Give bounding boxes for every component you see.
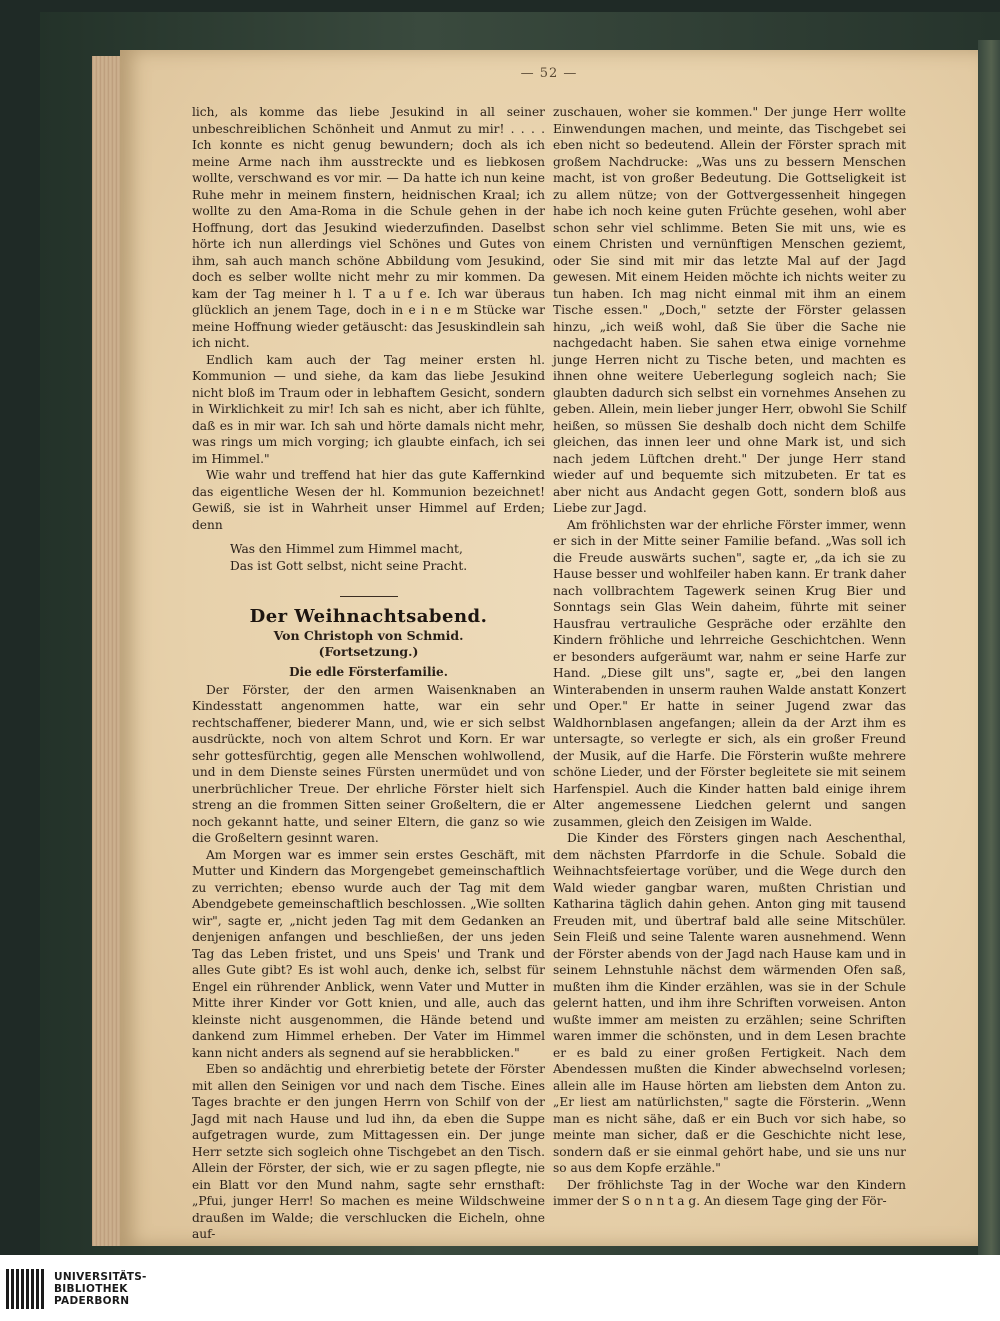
left-column bbox=[192, 104, 545, 1243]
footer-bar bbox=[0, 1255, 1000, 1321]
paragraph: Die Kinder des Försters gingen nach Aeschenthal, dem nächsten Pfarrdorfe in die Schule. Sobald die Weihnachtsfeiertage vorüber, und die Wege durch den Wald wieder gangbar waren, mußten Christian und Katharina täglich dahin gehen. Anton ging mit tausend Freuden mit, und übertraf bald alle seine Mitschüler. Sein Fleiß und seine Talente waren ausnehmend. Wenn der Förster abends von der Jagd nach Hause kam und in seinem Lehnstuhle nächst dem wärmenden Ofen saß, mußten ihm die Kinder erzählen, was sie in der Schule gelernt hatten, und ihm ihre Schriften vorweisen. Anton wußte immer am meisten zu erzählen; seine Schriften waren immer die schönsten, und in dem Lesen brachte er es bald zu einer großen Fertigkeit. Nach dem Abendessen mußten die Kinder abwechselnd vorlesen; allein alle im Hause hörten am liebsten dem Anton zu. „Er liest am natürlichsten," sagte die Försterin. „Wenn man es nicht sähe, daß er ein Buch vor sich habe, so meinte man sicher, daß er die Geschichte nicht lese, sondern daß er sie einmal gehört habe, und sie uns nur so aus dem Kopfe erzähle." bbox=[553, 831, 906, 1175]
right-column bbox=[553, 104, 906, 1210]
paragraph: zuschauen, woher sie kommen." Der junge Herr wollte Einwendungen machen, und meinte, das Tischgebet sei eben nicht so bedeutend. Allein der Förster sprach mit großem Nachdrucke: „Was uns zu bessern Menschen macht, ist von großer Bedeutung. Die Gottseligkeit ist zu allem nütze; von der Gottvergessenheit hingegen habe ich noch keine guten Früchte gesehen, wohl aber schon sehr viel schlimme. Beten Sie mit uns, wie es einem Christen und vernünftigen Menschen geziemt, oder Sie sind mit mir das letzte Mal auf der Jagd gewesen. Mit einem Heiden möchte ich nichts weiter zu tun haben. Ich mag nicht einmal mit ihm an einem Tische essen." „Doch," setzte der Förster gelassen hinzu, „ich weiß wohl, daß Sie über die Sache nie nachgedacht haben. Sie sahen etwa einige vornehme junge Herren nicht zu Tische beten, und machten es ihnen ohne weitere Ueberlegung sogleich nach; Sie glaubten dadurch sich selbst ein vornehmes Ansehen zu geben. Allein, mein lieber junger Herr, obwohl Sie Schilf heißen, so müssen Sie deshalb doch nicht dem Schilfe gleichen, das innen leer und ohne Mark ist, und sich nach jedem Lüftchen dreht." Der junge Herr stand wieder auf und bequemte sich mitzubeten. Er tat es aber nicht aus Andacht gegen Gott, sondern bloß aus Liebe zur Jagd. bbox=[553, 105, 906, 515]
paragraph: Wie wahr und treffend hat hier das gute Kaffernkind das eigentliche Wesen der hl. Kommunion bezeichnet! Gewiß, sie ist in Wahrheit unser Himmel auf Erden; denn bbox=[192, 468, 545, 532]
library-logo bbox=[6, 1267, 147, 1311]
logo-line: UNIVERSITÄTS- bbox=[54, 1271, 147, 1283]
separator-rule bbox=[340, 596, 398, 597]
logo-line: PADERBORN bbox=[54, 1295, 130, 1307]
paragraph: Am fröhlichsten war der ehrliche Förster immer, wenn er sich in der Mitte seiner Familie befand. „Was soll ich die Freude auswärts suchen", sagte er, „da ich sie zu Hause besser und wohlfeiler haben kann. Er trank daher nach vollbrachtem Tagewerk seinen Krug Bier und Sonntags sein Glas Wein daheim, führte mit seiner Hausfrau vertrauliche Gespräche oder erzählte den Kindern fröhliche und lehrreiche Geschichtchen. Wenn er besonders aufgeräumt war, nahm er seine Harfe zur Hand. „Diese gilt uns", sagte er, „bei den langen Winterabenden in unserm rauhen Walde anstatt Konzert und Oper." Er hatte in seiner Jugend zwar das Waldhornblasen angefangen; allein da der Arzt ihm es untersagte, so verlegte er sich, als ein großer Freund der Musik, auf die Harfe. Die Försterin wußte mehrere schöne Lieder, und der Förster begleitete sie mit seinem Harfenspiel. Auch die Kinder hatten bald einige ihrem Alter angemessene Liedchen gelernt und sangen zusammen, gleich den Zeisigen im Walde. bbox=[553, 517, 906, 829]
page-number: — 52 — bbox=[520, 66, 578, 81]
paragraph: Eben so andächtig und ehrerbietig betete der Förster mit allen den Seinigen vor und nach dem Tische. Eines Tages brachte er den jungen Herrn von Schilf von der Jagd mit nach Hause und lud ihn, da eben die Suppe aufgetragen wurde, zum Mittagessen ein. Der junge Herr setzte sich sogleich ohne Tischgebet an den Tisch. Allein der Förster, der sich, wie er zu sagen pflegte, nie ein Blatt vor den Mund nahm, sagte sehr ernsthaft: „Pfui, junger Herr! So machen es meine Wildschweine draußen im Walde; die verschlucken die Eicheln, ohne auf- bbox=[192, 1062, 545, 1241]
book-page bbox=[120, 50, 978, 1246]
verse-line: Das ist Gott selbst, nicht seine Pracht. bbox=[230, 558, 468, 573]
paragraph: Am Morgen war es immer sein erstes Geschäft, mit Mutter und Kindern das Morgengebet gemeinschaftlich zu verrichten; ebenso wurde auch der Tag mit dem Abendgebete gemeinschaftlich beschlossen. „Wie sollten wir", sagte er, „nicht jeden Tag mit dem Gedanken an denjenigen anfangen und beschließen, der uns jeden Tag das Leben fristet, und uns Speis' und Trank und alles Gute gibt? Es ist wohl auch, denke ich, selbst für Engel ein rührender Anblick, wenn Vater und Mutter in Mitte ihrer Kinder vor Gott knien, und alle, auch das kleinste nicht ausgenommen, die Hände betend und dankend zum Himmel erheben. Der Vater im Himmel kann nicht anders als segnend auf sie herabblicken." bbox=[192, 847, 545, 1060]
paragraph: Der Förster, der den armen Waisenknaben an Kindesstatt angenommen hatte, war ein sehr rechtschaffener, biederer Mann, und, wie er sich selbst ausdrückte, noch von altem Schrot und Korn. Er war sehr gottesfürchtig, gegen alle Menschen wohlwollend, und in dem Dienste seines Fürsten unermüdet und von unerbrüchlicher Treue. Der ehrliche Förster hielt sich streng an die frommen Sitten seiner Großeltern, die er noch gekannt hatte, und seiner Eltern, die ganz so wie die Großeltern gesinnt waren. bbox=[192, 682, 545, 845]
book-spine-edge bbox=[978, 40, 1000, 1270]
paragraph: Der fröhlichste Tag in der Woche war den Kindern immer der S o n n t a g. An diesem Tage ging der För- bbox=[553, 1177, 906, 1208]
article-title: Der Weihnachtsabend. bbox=[249, 606, 488, 627]
paragraph: Endlich kam auch der Tag meiner ersten hl. Kommunion — und siehe, da kam das liebe Jesukind nicht bloß im Traum oder in lebhaftem Gesicht, sondern in Wirklichkeit zu mir! Ich sah es nicht, aber ich fühlte, daß es in mir war. Ich sah und hörte damals nicht mehr, was rings um mich vorging; ich glaubte einfach, ich sei im Himmel." bbox=[192, 352, 545, 466]
library-logo-icon bbox=[6, 1269, 44, 1309]
verse bbox=[230, 541, 545, 574]
verse-line: Was den Himmel zum Himmel macht, bbox=[230, 542, 463, 556]
article-continuation: (Fortsetzung.) bbox=[318, 643, 419, 659]
paragraph: lich, als komme das liebe Jesukind in all seiner unbeschreiblichen Schönheit und Anmut zu mir! . . . . Ich konnte es nicht genug bewundern; doch als ich meine Arme nach ihm ausstreckte und es liebkosen wollte, verschwand es vor mir. — Da hatte ich nun keine Ruhe mehr in meinem finstern, heidnischen Kraal; ich wollte zu den Ama-Roma in die Schule gehen in der Hoffnung, dort das Jesukind wiederzufinden. Daselbst hörte ich nun allerdings viel Schönes und Gutes von ihm, sah auch manch schöne Abbildung vom Jesukind, doch es selber wollte nicht mehr zu mir kommen. Da kam der Tag meiner h l. T a u f e. Ich war überaus glücklich an jenem Tage, doch in e i n e m Stücke war meine Hoffnung wieder getäuscht: das Jesuskindlein sah ich nicht. bbox=[192, 105, 545, 350]
library-logo-text bbox=[54, 1271, 147, 1307]
logo-line: BIBLIOTHEK bbox=[54, 1283, 128, 1295]
article-author: Von Christoph von Schmid. bbox=[273, 627, 464, 643]
section-title: Die edle Försterfamilie. bbox=[289, 664, 448, 679]
